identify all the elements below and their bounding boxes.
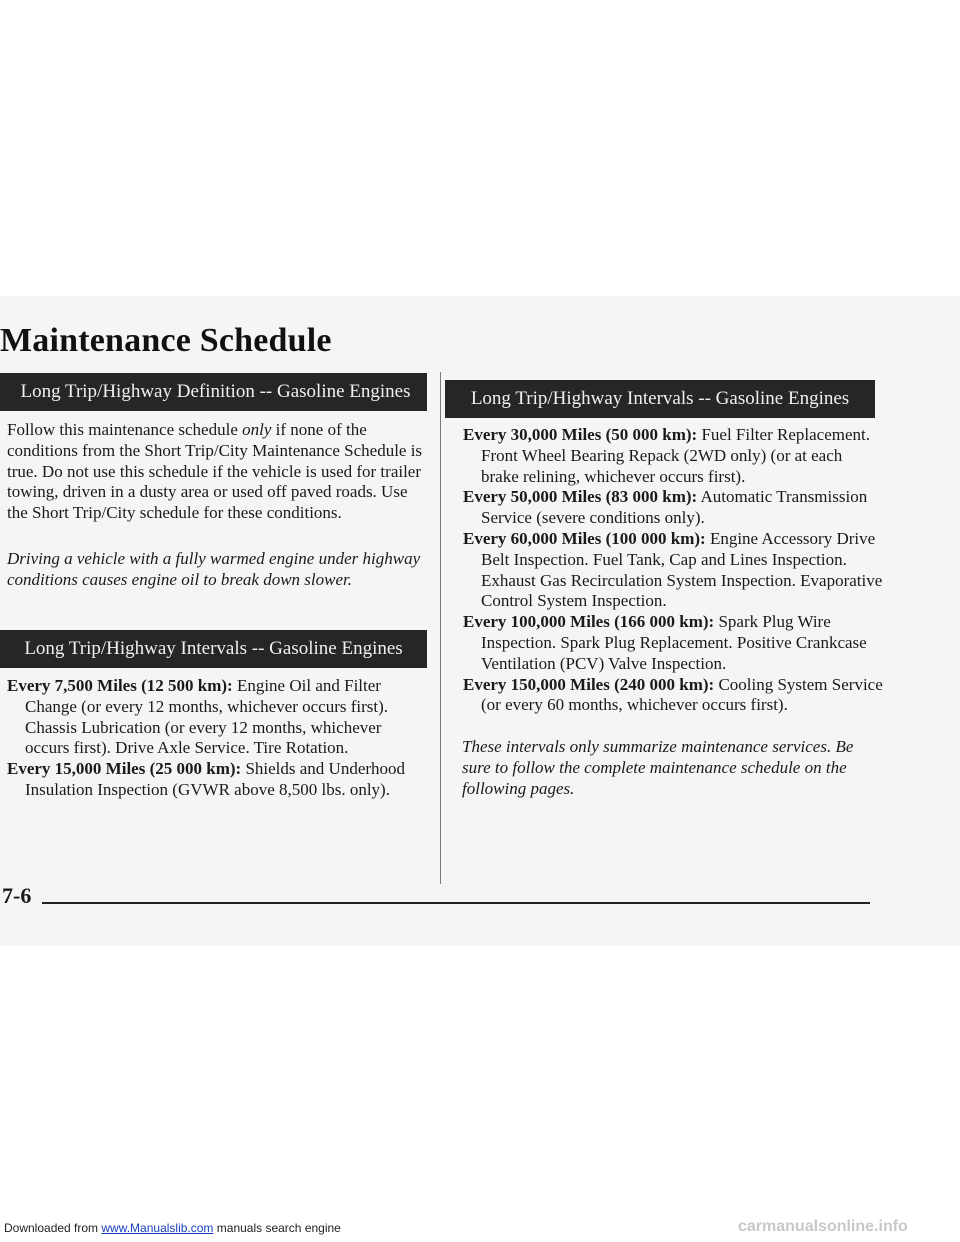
definition-emphasis: only bbox=[242, 420, 272, 439]
engine-oil-note: Driving a vehicle with a fully warmed engine under highway conditions causes engine oil to break down slower. bbox=[7, 549, 421, 589]
interval-services: Engine Oil and Filter Change (or every 12 months, whichever occurs first). Chassis Lubrication (or every 12 months, whichever occurs first). Drive Axle Service. Tire Rotation. bbox=[25, 676, 389, 758]
interval-item bbox=[463, 612, 883, 674]
summary-note: These intervals only summarize maintenance services. Be sure to follow the complete maintenance schedule on the following pages. bbox=[462, 737, 854, 798]
manualslib-link[interactable]: www.Manualslib.com bbox=[101, 1221, 214, 1235]
interval-mileage: Every 150,000 Miles (240 000 km): bbox=[463, 674, 715, 694]
interval-services: Spark Plug Wire Inspection. Spark Plug Replacement. Positive Crankcase Ventilation (PCV) Valve Inspection. bbox=[481, 612, 867, 673]
interval-item bbox=[463, 529, 883, 612]
interval-list-left bbox=[7, 676, 427, 801]
interval-list-right bbox=[463, 425, 883, 716]
intervals-banner-right: Long Trip/Highway Intervals -- Gasoline Engines bbox=[445, 380, 875, 418]
definition-paragraph bbox=[7, 420, 432, 524]
interval-mileage: Every 15,000 Miles (25 000 km): bbox=[7, 759, 242, 779]
page-title: Maintenance Schedule bbox=[0, 322, 332, 359]
download-suffix: manuals search engine bbox=[213, 1221, 341, 1235]
watermark: carmanualsonline.info bbox=[738, 1218, 908, 1235]
interval-services: Engine Accessory Drive Belt Inspection. Fuel Tank, Cap and Lines Inspection. Exhaust Gas Recirculation System Inspection. Evaporative Control System Inspection. bbox=[481, 528, 883, 611]
definition-banner: Long Trip/Highway Definition -- Gasoline Engines bbox=[0, 373, 427, 411]
interval-services: Fuel Filter Replacement. Front Wheel Bearing Repack (2WD only) (or at each brake relining, whichever occurs first). bbox=[481, 425, 870, 486]
interval-services: Automatic Transmission Service (severe conditions only). bbox=[481, 487, 868, 528]
interval-mileage: Every 7,500 Miles (12 500 km): bbox=[7, 676, 233, 695]
interval-services: Shields and Underhood Insulation Inspection (GVWR above 8,500 lbs. only). bbox=[25, 759, 406, 799]
interval-mileage: Every 50,000 Miles (83 000 km): bbox=[463, 487, 698, 507]
interval-item bbox=[7, 676, 427, 759]
interval-mileage: Every 30,000 Miles (50 000 km): bbox=[463, 425, 698, 444]
interval-item bbox=[463, 487, 883, 529]
page-number: 7-6 bbox=[2, 883, 32, 908]
definition-text-start: Follow this maintenance schedule bbox=[7, 420, 243, 439]
column-divider bbox=[440, 372, 441, 884]
intervals-banner-left: Long Trip/Highway Intervals -- Gasoline Engines bbox=[0, 630, 427, 668]
interval-services: Cooling System Service (or every 60 months, whichever occurs first). bbox=[481, 674, 883, 715]
definition-text-end: if none of the conditions from the Short Trip/City Maintenance Schedule is true. Do not use this schedule if the vehicle is used for trailer towing, driven in a dusty area or used off paved roads. Use the Short Trip/City schedule for these conditions. bbox=[7, 420, 423, 523]
interval-item bbox=[463, 675, 883, 717]
interval-item bbox=[7, 759, 427, 801]
interval-item bbox=[463, 425, 883, 487]
footer-rule bbox=[42, 902, 870, 904]
interval-mileage: Every 100,000 Miles (166 000 km): bbox=[463, 612, 715, 632]
download-prefix: Downloaded from bbox=[4, 1221, 102, 1235]
download-footer bbox=[4, 1221, 341, 1235]
interval-mileage: Every 60,000 Miles (100 000 km): bbox=[463, 528, 706, 548]
